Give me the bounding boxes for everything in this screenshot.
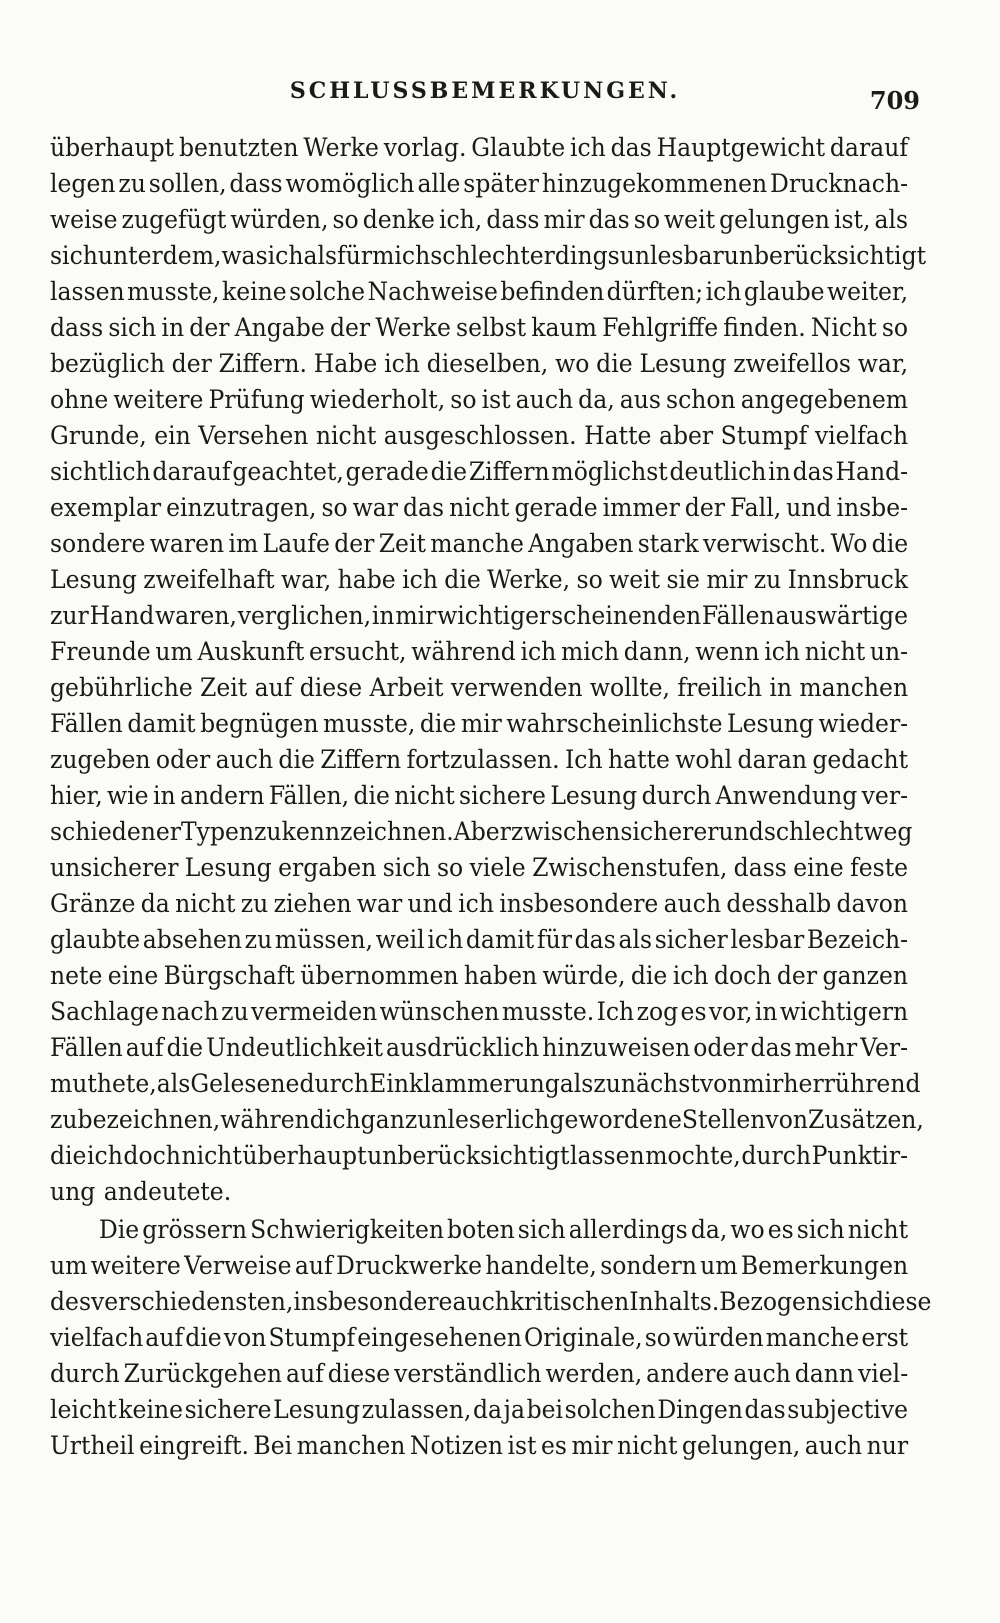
text-line: bezüglich der Ziffern. Habe ich dieselben, wo die Lesung zweifellos war, bbox=[50, 349, 909, 378]
text-line: weise zugefügt würden, so denke ich, dass mir das so weit gelungen ist, als bbox=[50, 205, 909, 234]
text-line: Fällen damit begnügen musste, die mir wahrscheinlichste Lesung wieder- bbox=[50, 709, 909, 738]
text-line: Urtheil eingreift. Bei manchen Notizen ist es mir nicht gelungen, auch nur bbox=[50, 1431, 909, 1460]
paragraph bbox=[50, 1212, 932, 1464]
text-line: gebührliche Zeit auf diese Arbeit verwenden wollte, freilich in manchen bbox=[50, 673, 909, 702]
body-text bbox=[50, 130, 932, 1464]
text-line: legen zu sollen, dass womöglich alle später hinzugekommenen Drucknach- bbox=[50, 169, 909, 198]
text-line: zur Hand waren, verglichen, in mir wichtiger scheinenden Fällen auswärtige bbox=[50, 601, 909, 630]
text-line: um weitere Verweise auf Druckwerke handelte, sondern um Bemerkungen bbox=[50, 1251, 909, 1280]
text-line: zu bezeichnen, während ich ganz unleserlich gewordene Stellen von Zusätzen, bbox=[50, 1105, 924, 1134]
text-line: muthete, als Gelesene durch Einklammerung als zunächst von mir herrührend bbox=[50, 1069, 921, 1098]
text-line: lassen musste, keine solche Nachweise befinden dürften; ich glaube weiter, bbox=[50, 277, 909, 306]
text-line: zugeben oder auch die Ziffern fortzulassen. Ich hatte wohl daran gedacht bbox=[50, 745, 909, 774]
text-line: Sachlage nach zu vermeiden wünschen musste. Ich zog es vor, in wichtigern bbox=[50, 997, 909, 1026]
text-line: des verschiedensten, insbesondere auch kritischen Inhalts. Bezogen sich diese bbox=[50, 1287, 932, 1316]
running-title: SCHLUSSBEMERKUNGEN. bbox=[289, 78, 681, 104]
text-line: nete eine Bürgschaft übernommen haben würde, die ich doch der ganzen bbox=[50, 961, 909, 990]
text-line: Freunde um Auskunft ersucht, während ich mich dann, wenn ich nicht un- bbox=[50, 637, 909, 666]
text-line: leicht keine sichere Lesung zulassen, da ja bei solchen Dingen das subjective bbox=[50, 1395, 909, 1424]
text-line: sich unter dem, was ich als für mich schlechterdings unlesbar unberücksichtigt bbox=[50, 241, 927, 270]
text-line: sondere waren im Laufe der Zeit manche Angaben stark verwischt. Wo die bbox=[50, 529, 909, 558]
text-line: Grunde, ein Versehen nicht ausgeschlossen. Hatte aber Stumpf vielfach bbox=[50, 421, 909, 450]
text-line: unsicherer Lesung ergaben sich so viele Zwischenstufen, dass eine feste bbox=[50, 853, 909, 882]
text-line: Gränze da nicht zu ziehen war und ich insbesondere auch desshalb davon bbox=[50, 889, 909, 918]
text-line: schiedener Typen zu kennzeichnen. Aber zwischen sicherer und schlechtweg bbox=[50, 817, 913, 846]
text-line: Fällen auf die Undeutlichkeit ausdrücklich hinzuweisen oder das mehr Ver- bbox=[50, 1033, 909, 1062]
text-line: die ich doch nicht überhaupt unberücksichtigt lassen mochte, durch Punktir- bbox=[50, 1141, 909, 1170]
running-head bbox=[50, 78, 920, 118]
text-line: ohne weitere Prüfung wiederholt, so ist auch da, aus schon angegebenem bbox=[50, 385, 909, 414]
text-line: überhaupt benutzten Werke vorlag. Glaubte ich das Hauptgewicht darauf bbox=[50, 133, 909, 162]
text-line: sichtlich darauf geachtet, gerade die Ziffern möglichst deutlich in das Hand- bbox=[50, 457, 909, 486]
text-line: exemplar einzutragen, so war das nicht gerade immer der Fall, und insbe- bbox=[50, 493, 909, 522]
text-line: Lesung zweifelhaft war, habe ich die Werke, so weit sie mir zu Innsbruck bbox=[50, 565, 909, 594]
text-line: Die grössern Schwierigkeiten boten sich allerdings da, wo es sich nicht bbox=[98, 1215, 909, 1244]
paragraph bbox=[50, 130, 927, 1210]
text-line: durch Zurückgehen auf diese verständlich werden, andere auch dann viel- bbox=[50, 1359, 909, 1388]
text-line: ung andeutete. bbox=[50, 1177, 232, 1206]
text-line: hier, wie in andern Fällen, die nicht sichere Lesung durch Anwendung ver- bbox=[50, 781, 909, 810]
text-line: glaubte absehen zu müssen, weil ich damit für das als sicher lesbar Bezeich- bbox=[50, 925, 909, 954]
text-line: vielfach auf die von Stumpf eingesehenen Originale, so würden manche erst bbox=[50, 1323, 909, 1352]
text-line: dass sich in der Angabe der Werke selbst kaum Fehlgriffe finden. Nicht so bbox=[50, 313, 909, 342]
page-number: 709 bbox=[869, 86, 920, 115]
